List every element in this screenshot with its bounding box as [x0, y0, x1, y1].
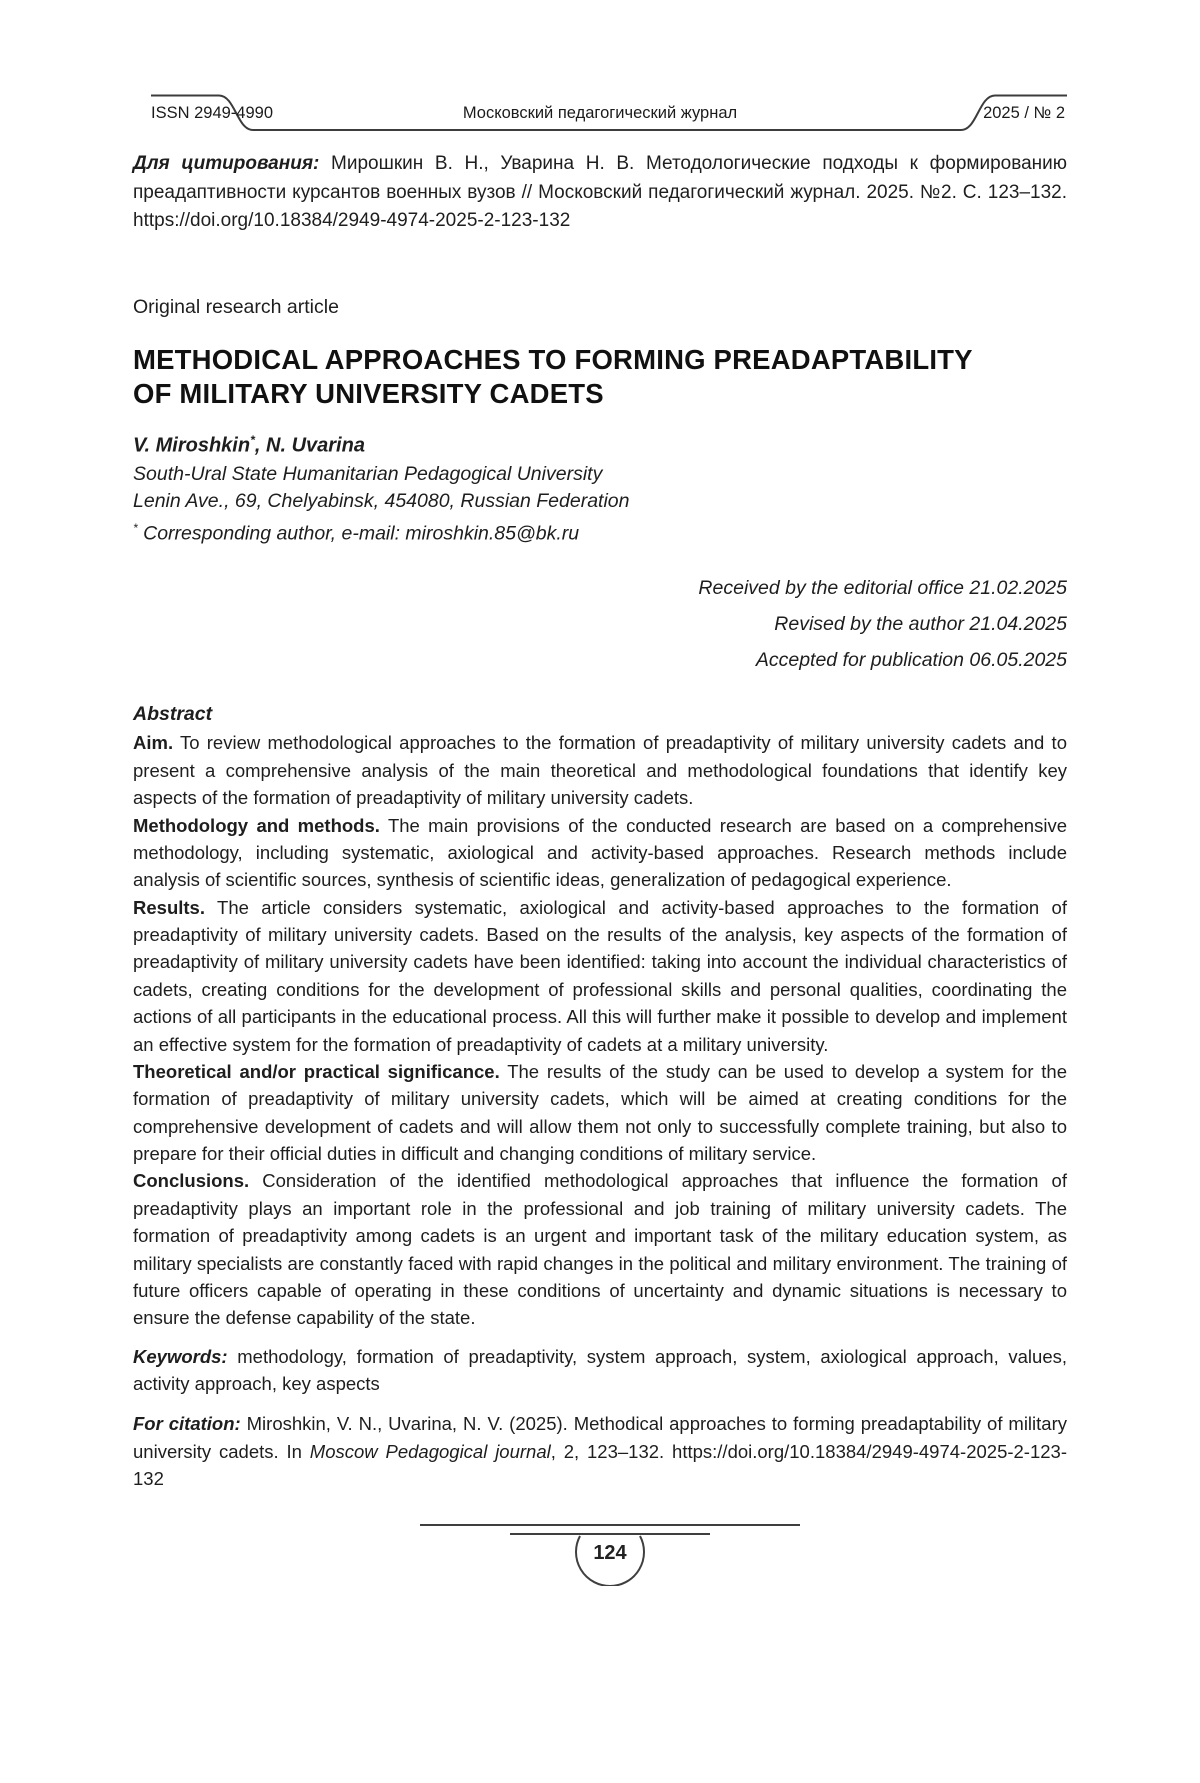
english-citation-post: , 2, 123–132. https://doi.org/10.18384/2949-4974-2025-2-123-132 [133, 1440, 1067, 1490]
keywords-label: Keywords: [133, 1345, 228, 1367]
russian-citation [133, 150, 1067, 236]
page-number: 124 [593, 1541, 627, 1564]
dates-block [133, 577, 1067, 672]
abstract-aim-label: Aim. [133, 732, 174, 754]
revised-date: Revised by the author 21.04.2025 [774, 613, 1067, 636]
article-title-line1: METHODICAL APPROACHES TO FORMING PREADAPTABILITY [133, 343, 973, 375]
abstract-results [133, 894, 1067, 1058]
author-1-asterisk: * [250, 432, 255, 447]
accepted-date: Accepted for publication 06.05.2025 [755, 649, 1067, 672]
english-citation-label: For citation: [133, 1413, 241, 1435]
abstract-significance-text: The results of the study can be used to develop a system for the formation of preadaptivity of military university cadets, which will be aimed at creating conditions for the comprehensive development of cadets and will allow them not only to successfully complete training, but also to prepare for their official duties in difficult and changing conditions of military service. [133, 1060, 1067, 1165]
abstract-conclusions-text: Consideration of the identified methodological approaches that influence the formation of preadaptivity plays an important role in the professional and job training of military university cadets. The formation of preadaptivity among cadets is an urgent and important task of the military education system, as military specialists are constantly faced with rapid changes in the political and military environment. The training of future officers capable of operating in these conditions of uncertainty and dynamic situations is necessary to ensure the defense capability of the state. [133, 1170, 1067, 1329]
page-footer [133, 1519, 1067, 1609]
russian-citation-label: Для цитирования: [133, 153, 320, 174]
affiliation-address: Lenin Ave., 69, Chelyabinsk, 454080, Russian Federation [133, 489, 630, 512]
abstract-significance-label: Theoretical and/or practical significance. [133, 1060, 500, 1082]
author-2: , N. Uvarina [254, 434, 365, 457]
article-title-line2: OF MILITARY UNIVERSITY CADETS [133, 377, 604, 409]
affiliation-block [133, 461, 1067, 548]
abstract-aim [133, 729, 1067, 811]
abstract-results-label: Results. [133, 896, 205, 918]
affiliation-university: South-Ural State Humanitarian Pedagogical University [133, 462, 603, 485]
abstract-conclusions-label: Conclusions. [133, 1170, 250, 1192]
abstract-heading: Abstract [133, 703, 213, 726]
issue-label: 2025 / № 2 [983, 104, 1065, 122]
english-citation-journal: Moscow Pedagogical journal [309, 1440, 551, 1462]
corresponding-asterisk: * [133, 520, 138, 535]
keywords-text: methodology, formation of preadaptivity, system approach, system, axiological approach, values, activity approach, key aspects [133, 1345, 1067, 1395]
abstract-methodology-text: The main provisions of the conducted research are based on a comprehensive methodology, including systematic, axiological and activity-based approaches. Research methods include analysis of scientific sources, synthesis of scientific ideas, generalization of pedagogical experience. [133, 814, 1067, 891]
abstract-significance [133, 1058, 1067, 1168]
authors-line [133, 433, 1067, 458]
article-type: Original research article [133, 295, 339, 318]
abstract-conclusions [133, 1167, 1067, 1331]
abstract-results-text: The article considers systematic, axiological and activity-based approaches to the formation of preadaptivity of military university cadets. Based on the results of the analysis, key aspects of the formation of preadaptivity of military university cadets have been identified: taking into account the individual characteristics of cadets, creating conditions for the development of professional skills and personal qualities, coordinating the actions of all participants in the educational process. All this will further make it possible to develop and implement an effective system for the formation of preadaptivity of cadets at a military university. [133, 896, 1067, 1055]
journal-name: Московский педагогический журнал [462, 104, 738, 122]
english-citation-pre: Miroshkin, V. N., Uvarina, N. V. (2025). Methodical approaches to forming preadaptability of military university cadets. In [133, 1413, 1067, 1462]
abstract-aim-text: To review methodological approaches to the formation of preadaptivity of military university cadets and to present a comprehensive analysis of the main theoretical and methodological foundations that identify key aspects of the formation of preadaptivity of military university cadets. [133, 732, 1067, 809]
page-header [133, 93, 1067, 133]
footer-rule-long [420, 1524, 800, 1526]
russian-citation-text: Мирошкин В. Н., Уварина Н. В. Методологические подходы к формированию преадаптивности курсантов военных вузов // Московский педагогический журнал. 2025. №2. С. 123–132. https://doi.org/10.18384/2949-4974-2025-2-123-132 [133, 153, 1068, 231]
english-citation [133, 1410, 1067, 1492]
issn-label: ISSN 2949-4990 [151, 104, 274, 122]
corresponding-author-line [133, 515, 1067, 548]
abstract-methodology-label: Methodology and methods. [133, 814, 380, 836]
article-title [133, 343, 1067, 411]
abstract-body [133, 729, 1067, 1331]
author-1: V. Miroshkin [133, 434, 251, 457]
corresponding-author-text: Corresponding author, e-mail: miroshkin.85@bk.ru [143, 522, 580, 545]
received-date: Received by the editorial office 21.02.2025 [698, 577, 1067, 600]
keywords-line [133, 1343, 1067, 1398]
abstract-methodology [133, 812, 1067, 894]
